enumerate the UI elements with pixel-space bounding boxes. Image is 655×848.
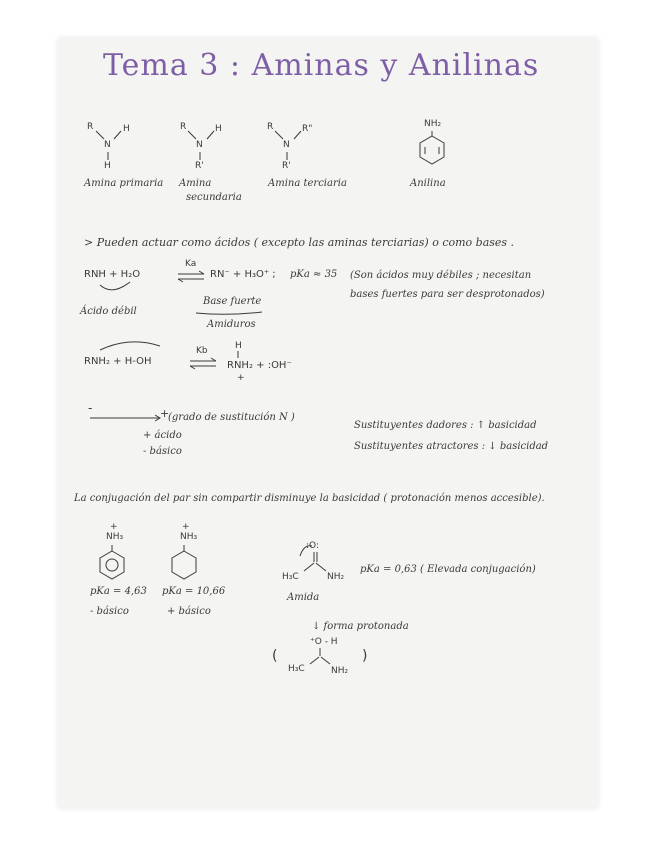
ammonium-group: NH₃ <box>180 532 198 542</box>
primary-amine-caption: Amina primaria <box>84 178 164 189</box>
amino-group: NH₂ <box>424 119 442 129</box>
acid-reaction-products: RN⁻ + H₃O⁺ ; <box>210 269 276 280</box>
bond-line <box>96 131 104 139</box>
less-basic-label: - básico <box>143 446 182 457</box>
axis-plus: + <box>160 407 170 420</box>
secondary-amine-caption-1: Amina <box>179 178 212 189</box>
tertiary-amine-caption: Amina terciaria <box>268 178 347 189</box>
atom-r-prime: R' <box>282 161 291 171</box>
anilinium-pka: pKa = 4,63 <box>90 586 147 597</box>
acid-note-2: bases fuertes para ser desprotonados) <box>350 289 545 300</box>
bond-line <box>114 131 121 139</box>
atom-h: H <box>123 124 130 134</box>
methyl-group: H₃C <box>282 572 299 582</box>
charge-plus: + <box>110 522 118 532</box>
bond-line <box>188 131 196 139</box>
benzene-ring <box>100 551 124 579</box>
charge-plus: + <box>237 373 245 383</box>
base-reaction-reactants: RNH₂ + H-OH <box>84 356 152 367</box>
base-reaction-products: RNH₂ + :OH⁻ <box>227 360 292 371</box>
acid-note-1: (Son ácidos muy débiles ; necesitan <box>350 270 532 281</box>
atom-h: H <box>104 161 111 171</box>
benzene-ring <box>420 136 444 164</box>
atom-h: H <box>215 124 222 134</box>
methyl-group: H₃C <box>288 664 305 674</box>
weak-acid-label: Ácido débil <box>80 306 137 317</box>
atom-r: R <box>180 122 187 132</box>
amide-pka: pKa = 0,63 ( Elevada conjugación) <box>360 564 536 575</box>
aniline-caption: Anilina <box>410 178 446 189</box>
donor-groups-note: Sustituyentes dadores : ↑ basicidad <box>354 420 537 431</box>
ammonium-group: NH₃ <box>106 532 124 542</box>
curved-arrow <box>100 282 130 290</box>
kb-label: Kb <box>196 346 208 356</box>
acid-pka: pKa ≈ 35 <box>290 269 338 280</box>
cyclohexylammonium-pka: pKa = 10,66 <box>162 586 226 597</box>
protonated-oxygen: ⁺O - H <box>310 637 338 647</box>
page-title: Tema 3 : Aminas y Anilinas <box>103 48 540 83</box>
secondary-amine-caption-2: secundaria <box>186 192 242 203</box>
amide-caption: Amida <box>287 592 320 603</box>
strong-base-label: Base fuerte <box>203 296 262 307</box>
underline <box>196 312 262 314</box>
substitution-label: (grado de sustitución N ) <box>168 412 295 423</box>
amino-group: NH₂ <box>327 572 345 582</box>
atom-r-prime: R' <box>195 161 204 171</box>
amino-group: NH₂ <box>331 666 349 676</box>
attractor-groups-note: Sustituyentes atractores : ↓ basicidad <box>354 441 549 452</box>
atom-n: N <box>196 140 203 150</box>
amide-anion-label: Amiduros <box>207 319 256 330</box>
bond-line <box>321 657 330 664</box>
charge-plus: + <box>182 522 190 532</box>
acid-base-intro: > Pueden actuar como ácidos ( excepto las aminas terciarias) o como bases . <box>84 236 515 249</box>
conjugation-text: La conjugación del par sin compartir disminuye la basicidad ( protonación menos accesible). <box>74 493 545 504</box>
proton-label: H <box>235 341 242 351</box>
bond-line <box>304 563 314 571</box>
curved-arrow <box>100 342 160 350</box>
bond-line <box>207 131 214 139</box>
cyclohexylammonium-note: + básico <box>167 606 211 617</box>
bond-line <box>310 657 319 664</box>
bond-line <box>294 131 301 139</box>
more-acidic-label: + ácido <box>143 430 182 441</box>
atom-n: N <box>104 140 111 150</box>
atom-n: N <box>283 140 290 150</box>
atom-r: R <box>267 122 274 132</box>
ka-label: Ka <box>185 259 197 269</box>
cyclohexane-ring <box>172 551 196 579</box>
anilinium-note: - básico <box>90 606 129 617</box>
bond-line <box>275 131 283 139</box>
carbonyl-oxygen: :O: <box>306 541 319 551</box>
protonated-form-label: ↓ forma protonada <box>312 621 409 632</box>
acid-reaction-reactants: RNH + H₂O <box>84 269 141 280</box>
bracket-open: ( <box>272 648 278 664</box>
aromatic-circle <box>106 559 118 571</box>
axis-minus: - <box>88 401 93 415</box>
atom-r-double-prime: R" <box>302 124 313 134</box>
atom-r: R <box>87 122 94 132</box>
bracket-close: ) <box>362 648 368 664</box>
bond-line <box>316 563 326 571</box>
